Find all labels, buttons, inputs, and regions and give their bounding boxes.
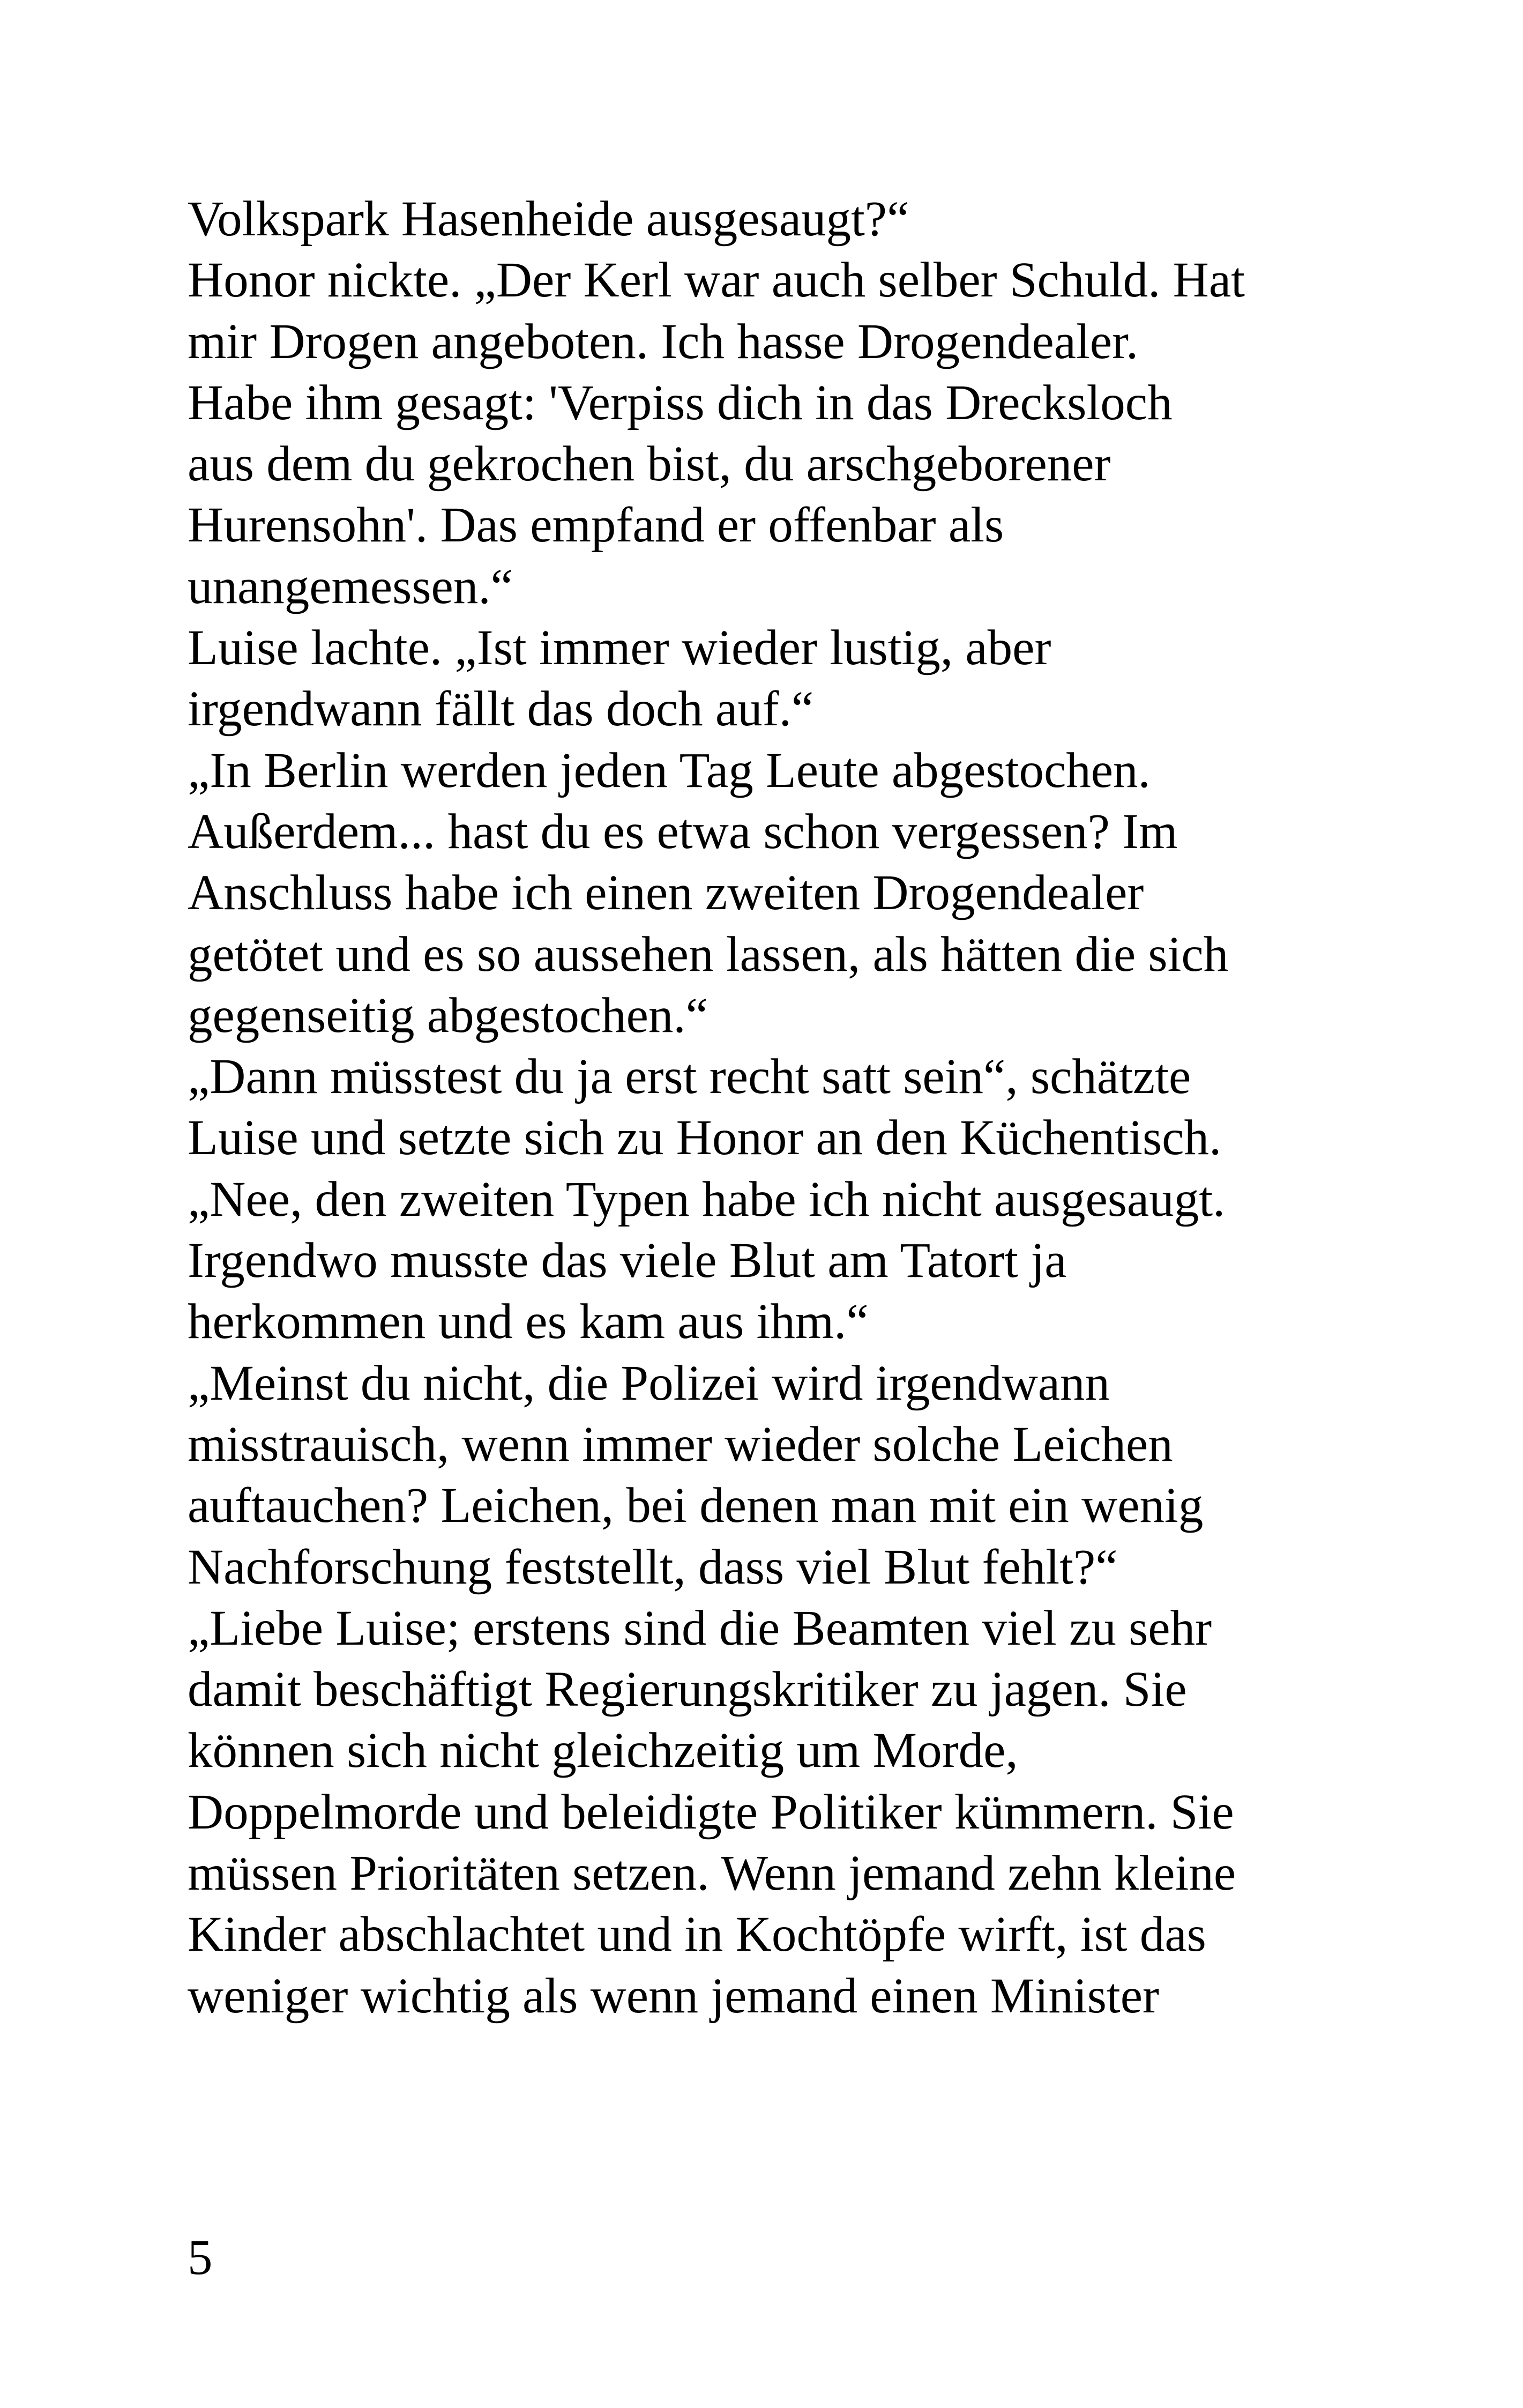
text-line: Außerdem... hast du es etwa schon vergessen? Im — [188, 804, 1178, 859]
text-line: müssen Prioritäten setzen. Wenn jemand zehn kleine — [188, 1846, 1236, 1901]
text-line: weniger wichtig als wenn jemand einen Minister — [188, 1968, 1160, 2024]
text-line: auftauchen? Leichen, bei denen man mit ein wenig — [188, 1478, 1204, 1534]
body-text — [188, 189, 1393, 2027]
text-line: herkommen und es kam aus ihm.“ — [188, 1294, 869, 1350]
text-line: Irgendwo musste das viele Blut am Tatort ja — [188, 1233, 1067, 1289]
text-line: Luise lachte. „Ist immer wieder lustig, aber — [188, 620, 1051, 676]
text-line: Volkspark Hasenheide ausgesaugt?“ — [188, 191, 909, 247]
text-line: „Liebe Luise; erstens sind die Beamten viel zu sehr — [188, 1600, 1212, 1656]
text-line: können sich nicht gleichzeitig um Morde, — [188, 1723, 1018, 1779]
text-line: Hurensohn'. Das empfand er offenbar als — [188, 497, 1004, 553]
text-line: Luise und setzte sich zu Honor an den Küchentisch. — [188, 1110, 1222, 1166]
text-line: Doppelmorde und beleidigte Politiker kümmern. Sie — [188, 1784, 1234, 1840]
text-line: „Meinst du nicht, die Polizei wird irgendwann — [188, 1355, 1110, 1411]
text-line: Honor nickte. „Der Kerl war auch selber Schuld. Hat — [188, 252, 1245, 308]
text-line: misstrauisch, wenn immer wieder solche Leichen — [188, 1416, 1173, 1472]
text-line: mir Drogen angeboten. Ich hasse Drogendealer. — [188, 314, 1139, 369]
text-line: gegenseitig abgestochen.“ — [188, 987, 708, 1043]
text-line: Kinder abschlachtet und in Kochtöpfe wirft, ist das — [188, 1907, 1206, 1963]
text-line: Anschluss habe ich einen zweiten Drogendealer — [188, 865, 1144, 921]
page-number: 5 — [188, 2230, 213, 2285]
text-line: getötet und es so aussehen lassen, als hätten die sich — [188, 926, 1229, 982]
text-line: damit beschäftigt Regierungskritiker zu jagen. Sie — [188, 1662, 1187, 1718]
text-line: „Dann müsstest du ja erst recht satt sein“, schätzte — [188, 1049, 1191, 1105]
text-line: aus dem du gekrochen bist, du arschgeborener — [188, 436, 1111, 492]
text-line: irgendwann fällt das doch auf.“ — [188, 681, 814, 737]
text-line: Habe ihm gesagt: 'Verpiss dich in das Drecksloch — [188, 375, 1173, 430]
text-line: Nachforschung feststellt, dass viel Blut fehlt?“ — [188, 1539, 1118, 1595]
text-line: unangemessen.“ — [188, 559, 513, 614]
text-line: „In Berlin werden jeden Tag Leute abgestochen. — [188, 742, 1151, 798]
text-line: „Nee, den zweiten Typen habe ich nicht ausgesaugt. — [188, 1171, 1226, 1227]
